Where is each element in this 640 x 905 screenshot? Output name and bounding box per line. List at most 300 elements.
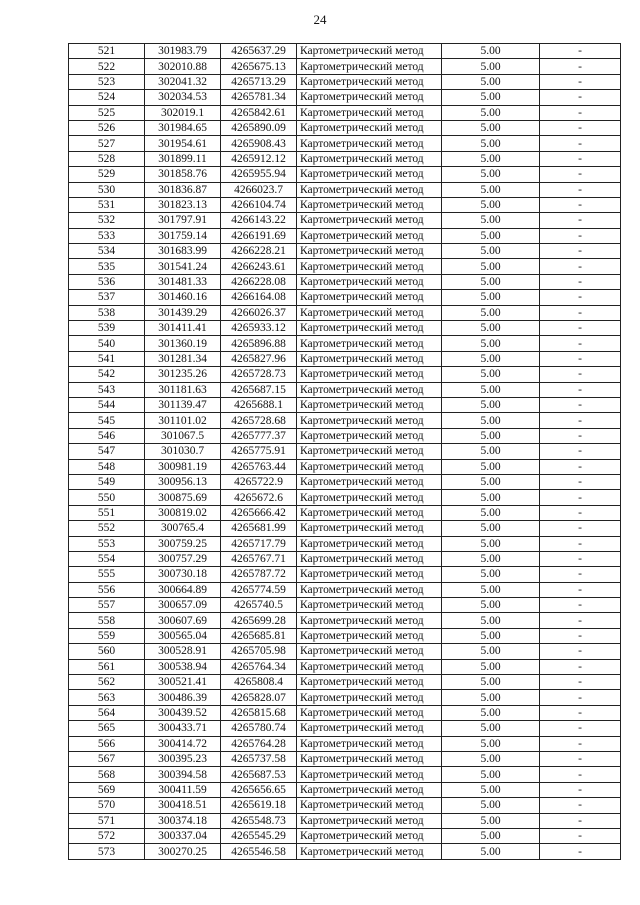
cell-point-number: 526 xyxy=(69,120,145,135)
cell-point-number: 528 xyxy=(69,151,145,166)
cell-coordinate-y: 4265656.65 xyxy=(221,782,297,797)
cell-coordinate-y: 4265619.18 xyxy=(221,798,297,813)
cell-coordinate-y: 4266026.37 xyxy=(221,305,297,320)
cell-accuracy: 5.00 xyxy=(442,521,540,536)
cell-method: Картометрический метод xyxy=(297,598,442,613)
cell-method: Картометрический метод xyxy=(297,367,442,382)
cell-point-number: 523 xyxy=(69,74,145,89)
cell-point-number: 540 xyxy=(69,336,145,351)
cell-method: Картометрический метод xyxy=(297,767,442,782)
cell-method: Картометрический метод xyxy=(297,351,442,366)
table-row xyxy=(69,751,621,766)
cell-coordinate-x: 300270.25 xyxy=(145,844,221,859)
table-row xyxy=(69,105,621,120)
table-row xyxy=(69,521,621,536)
table-row xyxy=(69,490,621,505)
cell-coordinate-x: 300956.13 xyxy=(145,474,221,489)
cell-accuracy: 5.00 xyxy=(442,321,540,336)
cell-method: Картометрический метод xyxy=(297,90,442,105)
cell-accuracy: 5.00 xyxy=(442,351,540,366)
table-row xyxy=(69,736,621,751)
cell-point-number: 564 xyxy=(69,705,145,720)
table-row xyxy=(69,151,621,166)
cell-coordinate-x: 300528.91 xyxy=(145,644,221,659)
cell-point-number: 537 xyxy=(69,290,145,305)
cell-extra: - xyxy=(540,721,621,736)
cell-extra: - xyxy=(540,736,621,751)
cell-accuracy: 5.00 xyxy=(442,367,540,382)
cell-coordinate-y: 4265781.34 xyxy=(221,90,297,105)
cell-method: Картометрический метод xyxy=(297,474,442,489)
cell-point-number: 539 xyxy=(69,321,145,336)
cell-extra: - xyxy=(540,690,621,705)
cell-coordinate-x: 300765.4 xyxy=(145,521,221,536)
cell-coordinate-x: 301683.99 xyxy=(145,244,221,259)
cell-extra: - xyxy=(540,567,621,582)
cell-coordinate-y: 4265687.15 xyxy=(221,382,297,397)
cell-point-number: 561 xyxy=(69,659,145,674)
cell-extra: - xyxy=(540,767,621,782)
cell-coordinate-y: 4266104.74 xyxy=(221,197,297,212)
cell-extra: - xyxy=(540,644,621,659)
cell-extra: - xyxy=(540,321,621,336)
cell-coordinate-x: 301067.5 xyxy=(145,428,221,443)
cell-point-number: 544 xyxy=(69,397,145,412)
cell-coordinate-y: 4265737.58 xyxy=(221,751,297,766)
table-row xyxy=(69,459,621,474)
cell-accuracy: 5.00 xyxy=(442,598,540,613)
cell-point-number: 570 xyxy=(69,798,145,813)
cell-point-number: 572 xyxy=(69,828,145,843)
cell-method: Картометрический метод xyxy=(297,105,442,120)
cell-point-number: 545 xyxy=(69,413,145,428)
cell-coordinate-y: 4265699.28 xyxy=(221,613,297,628)
cell-coordinate-y: 4265890.09 xyxy=(221,120,297,135)
cell-coordinate-x: 301836.87 xyxy=(145,182,221,197)
cell-method: Картометрический метод xyxy=(297,167,442,182)
cell-extra: - xyxy=(540,305,621,320)
table-row xyxy=(69,336,621,351)
cell-method: Картометрический метод xyxy=(297,151,442,166)
cell-coordinate-x: 300981.19 xyxy=(145,459,221,474)
table-row xyxy=(69,813,621,828)
cell-extra: - xyxy=(540,675,621,690)
cell-accuracy: 5.00 xyxy=(442,136,540,151)
cell-coordinate-y: 4265787.72 xyxy=(221,567,297,582)
cell-extra: - xyxy=(540,136,621,151)
cell-coordinate-x: 301759.14 xyxy=(145,228,221,243)
cell-coordinate-x: 300565.04 xyxy=(145,628,221,643)
cell-accuracy: 5.00 xyxy=(442,644,540,659)
cell-method: Картометрический метод xyxy=(297,844,442,859)
cell-point-number: 548 xyxy=(69,459,145,474)
cell-coordinate-y: 4265713.29 xyxy=(221,74,297,89)
cell-point-number: 533 xyxy=(69,228,145,243)
cell-coordinate-y: 4265774.59 xyxy=(221,582,297,597)
cell-extra: - xyxy=(540,413,621,428)
table-row xyxy=(69,305,621,320)
cell-coordinate-y: 4266228.21 xyxy=(221,244,297,259)
cell-coordinate-x: 301983.79 xyxy=(145,44,221,59)
cell-accuracy: 5.00 xyxy=(442,690,540,705)
cell-coordinate-y: 4265777.37 xyxy=(221,428,297,443)
cell-extra: - xyxy=(540,628,621,643)
cell-method: Картометрический метод xyxy=(297,705,442,720)
cell-point-number: 550 xyxy=(69,490,145,505)
cell-coordinate-y: 4265688.1 xyxy=(221,397,297,412)
cell-method: Картометрический метод xyxy=(297,551,442,566)
table-row xyxy=(69,690,621,705)
table-row xyxy=(69,675,621,690)
cell-coordinate-x: 300394.58 xyxy=(145,767,221,782)
cell-extra: - xyxy=(540,705,621,720)
cell-point-number: 542 xyxy=(69,367,145,382)
cell-accuracy: 5.00 xyxy=(442,813,540,828)
cell-extra: - xyxy=(540,274,621,289)
cell-coordinate-y: 4265775.91 xyxy=(221,444,297,459)
cell-coordinate-x: 301181.63 xyxy=(145,382,221,397)
cell-coordinate-x: 302010.88 xyxy=(145,59,221,74)
cell-coordinate-y: 4266191.69 xyxy=(221,228,297,243)
cell-point-number: 521 xyxy=(69,44,145,59)
cell-extra: - xyxy=(540,59,621,74)
table-row xyxy=(69,367,621,382)
cell-coordinate-y: 4265546.58 xyxy=(221,844,297,859)
cell-coordinate-x: 300664.89 xyxy=(145,582,221,597)
cell-coordinate-y: 4265717.79 xyxy=(221,536,297,551)
table-row xyxy=(69,428,621,443)
cell-extra: - xyxy=(540,813,621,828)
cell-coordinate-y: 4266143.22 xyxy=(221,213,297,228)
cell-point-number: 538 xyxy=(69,305,145,320)
cell-extra: - xyxy=(540,213,621,228)
cell-extra: - xyxy=(540,244,621,259)
cell-extra: - xyxy=(540,74,621,89)
table-row xyxy=(69,844,621,859)
cell-method: Картометрический метод xyxy=(297,428,442,443)
cell-method: Картометрический метод xyxy=(297,382,442,397)
coordinates-table-body xyxy=(69,44,621,860)
cell-method: Картометрический метод xyxy=(297,675,442,690)
table-row xyxy=(69,90,621,105)
cell-extra: - xyxy=(540,782,621,797)
cell-coordinate-y: 4265827.96 xyxy=(221,351,297,366)
table-row xyxy=(69,59,621,74)
cell-coordinate-y: 4265675.13 xyxy=(221,59,297,74)
cell-point-number: 532 xyxy=(69,213,145,228)
cell-coordinate-y: 4265548.73 xyxy=(221,813,297,828)
cell-accuracy: 5.00 xyxy=(442,828,540,843)
table-row xyxy=(69,444,621,459)
cell-method: Картометрический метод xyxy=(297,505,442,520)
cell-accuracy: 5.00 xyxy=(442,151,540,166)
cell-coordinate-y: 4265933.12 xyxy=(221,321,297,336)
cell-coordinate-y: 4265912.12 xyxy=(221,151,297,166)
cell-coordinate-y: 4265705.98 xyxy=(221,644,297,659)
cell-accuracy: 5.00 xyxy=(442,213,540,228)
cell-extra: - xyxy=(540,844,621,859)
cell-coordinate-y: 4265767.71 xyxy=(221,551,297,566)
cell-point-number: 531 xyxy=(69,197,145,212)
cell-accuracy: 5.00 xyxy=(442,290,540,305)
cell-accuracy: 5.00 xyxy=(442,736,540,751)
table-row xyxy=(69,136,621,151)
cell-point-number: 566 xyxy=(69,736,145,751)
cell-extra: - xyxy=(540,613,621,628)
cell-method: Картометрический метод xyxy=(297,136,442,151)
cell-extra: - xyxy=(540,105,621,120)
cell-extra: - xyxy=(540,120,621,135)
table-row xyxy=(69,74,621,89)
cell-coordinate-y: 4266228.08 xyxy=(221,274,297,289)
cell-accuracy: 5.00 xyxy=(442,844,540,859)
table-row xyxy=(69,782,621,797)
table-row xyxy=(69,705,621,720)
cell-method: Картометрический метод xyxy=(297,628,442,643)
table-row xyxy=(69,828,621,843)
cell-coordinate-y: 4265815.68 xyxy=(221,705,297,720)
cell-coordinate-x: 300486.39 xyxy=(145,690,221,705)
cell-coordinate-x: 300433.71 xyxy=(145,721,221,736)
cell-coordinate-y: 4265780.74 xyxy=(221,721,297,736)
table-row xyxy=(69,197,621,212)
cell-accuracy: 5.00 xyxy=(442,44,540,59)
cell-accuracy: 5.00 xyxy=(442,767,540,782)
cell-coordinate-y: 4265808.4 xyxy=(221,675,297,690)
cell-accuracy: 5.00 xyxy=(442,182,540,197)
cell-coordinate-x: 300374.18 xyxy=(145,813,221,828)
table-row xyxy=(69,613,621,628)
table-row xyxy=(69,536,621,551)
cell-accuracy: 5.00 xyxy=(442,628,540,643)
table-row xyxy=(69,120,621,135)
cell-point-number: 543 xyxy=(69,382,145,397)
cell-point-number: 530 xyxy=(69,182,145,197)
cell-extra: - xyxy=(540,90,621,105)
coordinates-table xyxy=(68,43,621,860)
cell-accuracy: 5.00 xyxy=(442,259,540,274)
cell-method: Картометрический метод xyxy=(297,44,442,59)
cell-method: Картометрический метод xyxy=(297,459,442,474)
cell-coordinate-x: 301101.02 xyxy=(145,413,221,428)
cell-point-number: 554 xyxy=(69,551,145,566)
cell-extra: - xyxy=(540,336,621,351)
cell-method: Картометрический метод xyxy=(297,120,442,135)
cell-method: Картометрический метод xyxy=(297,444,442,459)
cell-coordinate-x: 301030.7 xyxy=(145,444,221,459)
cell-method: Картометрический метод xyxy=(297,659,442,674)
table-row xyxy=(69,474,621,489)
table-row xyxy=(69,767,621,782)
cell-extra: - xyxy=(540,536,621,551)
table-row xyxy=(69,244,621,259)
cell-coordinate-y: 4265687.53 xyxy=(221,767,297,782)
cell-extra: - xyxy=(540,197,621,212)
cell-point-number: 562 xyxy=(69,675,145,690)
cell-extra: - xyxy=(540,459,621,474)
cell-method: Картометрический метод xyxy=(297,721,442,736)
table-row xyxy=(69,290,621,305)
cell-coordinate-y: 4265828.07 xyxy=(221,690,297,705)
cell-method: Картометрический метод xyxy=(297,336,442,351)
cell-accuracy: 5.00 xyxy=(442,120,540,135)
cell-point-number: 525 xyxy=(69,105,145,120)
cell-coordinate-x: 301281.34 xyxy=(145,351,221,366)
cell-accuracy: 5.00 xyxy=(442,659,540,674)
table-row xyxy=(69,321,621,336)
cell-extra: - xyxy=(540,582,621,597)
cell-extra: - xyxy=(540,167,621,182)
cell-method: Картометрический метод xyxy=(297,813,442,828)
cell-coordinate-x: 300657.09 xyxy=(145,598,221,613)
cell-method: Картометрический метод xyxy=(297,536,442,551)
cell-coordinate-y: 4265672.6 xyxy=(221,490,297,505)
cell-coordinate-x: 300439.52 xyxy=(145,705,221,720)
cell-method: Картометрический метод xyxy=(297,644,442,659)
cell-coordinate-x: 300757.29 xyxy=(145,551,221,566)
cell-method: Картометрический метод xyxy=(297,244,442,259)
cell-extra: - xyxy=(540,751,621,766)
cell-coordinate-x: 302034.53 xyxy=(145,90,221,105)
cell-point-number: 553 xyxy=(69,536,145,551)
cell-coordinate-x: 301139.47 xyxy=(145,397,221,412)
cell-coordinate-x: 300414.72 xyxy=(145,736,221,751)
cell-method: Картометрический метод xyxy=(297,828,442,843)
table-row xyxy=(69,382,621,397)
table-row xyxy=(69,598,621,613)
cell-coordinate-x: 301481.33 xyxy=(145,274,221,289)
cell-point-number: 551 xyxy=(69,505,145,520)
cell-method: Картометрический метод xyxy=(297,290,442,305)
cell-accuracy: 5.00 xyxy=(442,105,540,120)
cell-accuracy: 5.00 xyxy=(442,459,540,474)
cell-accuracy: 5.00 xyxy=(442,705,540,720)
cell-point-number: 563 xyxy=(69,690,145,705)
cell-accuracy: 5.00 xyxy=(442,675,540,690)
table-row xyxy=(69,182,621,197)
table-row xyxy=(69,721,621,736)
cell-point-number: 560 xyxy=(69,644,145,659)
cell-accuracy: 5.00 xyxy=(442,505,540,520)
cell-point-number: 559 xyxy=(69,628,145,643)
cell-method: Картометрический метод xyxy=(297,567,442,582)
cell-method: Картометрический метод xyxy=(297,582,442,597)
cell-coordinate-y: 4266243.61 xyxy=(221,259,297,274)
table-row xyxy=(69,274,621,289)
cell-accuracy: 5.00 xyxy=(442,397,540,412)
cell-extra: - xyxy=(540,382,621,397)
cell-point-number: 522 xyxy=(69,59,145,74)
cell-coordinate-y: 4265955.94 xyxy=(221,167,297,182)
cell-coordinate-x: 301235.26 xyxy=(145,367,221,382)
cell-point-number: 552 xyxy=(69,521,145,536)
cell-coordinate-y: 4265842.61 xyxy=(221,105,297,120)
cell-extra: - xyxy=(540,828,621,843)
cell-extra: - xyxy=(540,428,621,443)
cell-coordinate-x: 300607.69 xyxy=(145,613,221,628)
cell-extra: - xyxy=(540,351,621,366)
cell-coordinate-x: 300418.51 xyxy=(145,798,221,813)
cell-accuracy: 5.00 xyxy=(442,721,540,736)
cell-coordinate-x: 300875.69 xyxy=(145,490,221,505)
table-row xyxy=(69,798,621,813)
cell-method: Картометрический метод xyxy=(297,259,442,274)
cell-coordinate-x: 301954.61 xyxy=(145,136,221,151)
table-row xyxy=(69,551,621,566)
cell-point-number: 527 xyxy=(69,136,145,151)
cell-method: Картометрический метод xyxy=(297,74,442,89)
cell-coordinate-x: 300395.23 xyxy=(145,751,221,766)
cell-method: Картометрический метод xyxy=(297,413,442,428)
cell-coordinate-y: 4265728.68 xyxy=(221,413,297,428)
cell-point-number: 571 xyxy=(69,813,145,828)
cell-method: Картометрический метод xyxy=(297,613,442,628)
cell-point-number: 568 xyxy=(69,767,145,782)
table-row xyxy=(69,213,621,228)
cell-point-number: 555 xyxy=(69,567,145,582)
cell-coordinate-x: 300411.59 xyxy=(145,782,221,797)
cell-coordinate-x: 302041.32 xyxy=(145,74,221,89)
cell-method: Картометрический метод xyxy=(297,490,442,505)
cell-accuracy: 5.00 xyxy=(442,490,540,505)
cell-point-number: 546 xyxy=(69,428,145,443)
cell-method: Картометрический метод xyxy=(297,521,442,536)
cell-extra: - xyxy=(540,659,621,674)
cell-point-number: 565 xyxy=(69,721,145,736)
cell-point-number: 557 xyxy=(69,598,145,613)
cell-coordinate-x: 301823.13 xyxy=(145,197,221,212)
cell-coordinate-x: 301439.29 xyxy=(145,305,221,320)
cell-coordinate-x: 300759.25 xyxy=(145,536,221,551)
cell-accuracy: 5.00 xyxy=(442,336,540,351)
cell-extra: - xyxy=(540,151,621,166)
cell-point-number: 541 xyxy=(69,351,145,366)
cell-accuracy: 5.00 xyxy=(442,613,540,628)
cell-extra: - xyxy=(540,474,621,489)
cell-extra: - xyxy=(540,798,621,813)
cell-extra: - xyxy=(540,228,621,243)
cell-coordinate-x: 301541.24 xyxy=(145,259,221,274)
cell-method: Картометрический метод xyxy=(297,397,442,412)
table-row xyxy=(69,167,621,182)
table-row xyxy=(69,628,621,643)
cell-coordinate-y: 4265763.44 xyxy=(221,459,297,474)
cell-point-number: 536 xyxy=(69,274,145,289)
cell-method: Картометрический метод xyxy=(297,274,442,289)
cell-accuracy: 5.00 xyxy=(442,197,540,212)
cell-extra: - xyxy=(540,367,621,382)
cell-coordinate-y: 4265685.81 xyxy=(221,628,297,643)
cell-coordinate-x: 300337.04 xyxy=(145,828,221,843)
cell-accuracy: 5.00 xyxy=(442,382,540,397)
cell-extra: - xyxy=(540,397,621,412)
cell-extra: - xyxy=(540,490,621,505)
cell-accuracy: 5.00 xyxy=(442,567,540,582)
cell-accuracy: 5.00 xyxy=(442,228,540,243)
cell-accuracy: 5.00 xyxy=(442,90,540,105)
cell-accuracy: 5.00 xyxy=(442,413,540,428)
cell-extra: - xyxy=(540,290,621,305)
cell-coordinate-x: 301460.16 xyxy=(145,290,221,305)
cell-method: Картометрический метод xyxy=(297,321,442,336)
cell-coordinate-x: 300538.94 xyxy=(145,659,221,674)
cell-method: Картометрический метод xyxy=(297,690,442,705)
cell-point-number: 535 xyxy=(69,259,145,274)
cell-coordinate-y: 4265728.73 xyxy=(221,367,297,382)
cell-accuracy: 5.00 xyxy=(442,244,540,259)
cell-coordinate-x: 301411.41 xyxy=(145,321,221,336)
cell-accuracy: 5.00 xyxy=(442,782,540,797)
